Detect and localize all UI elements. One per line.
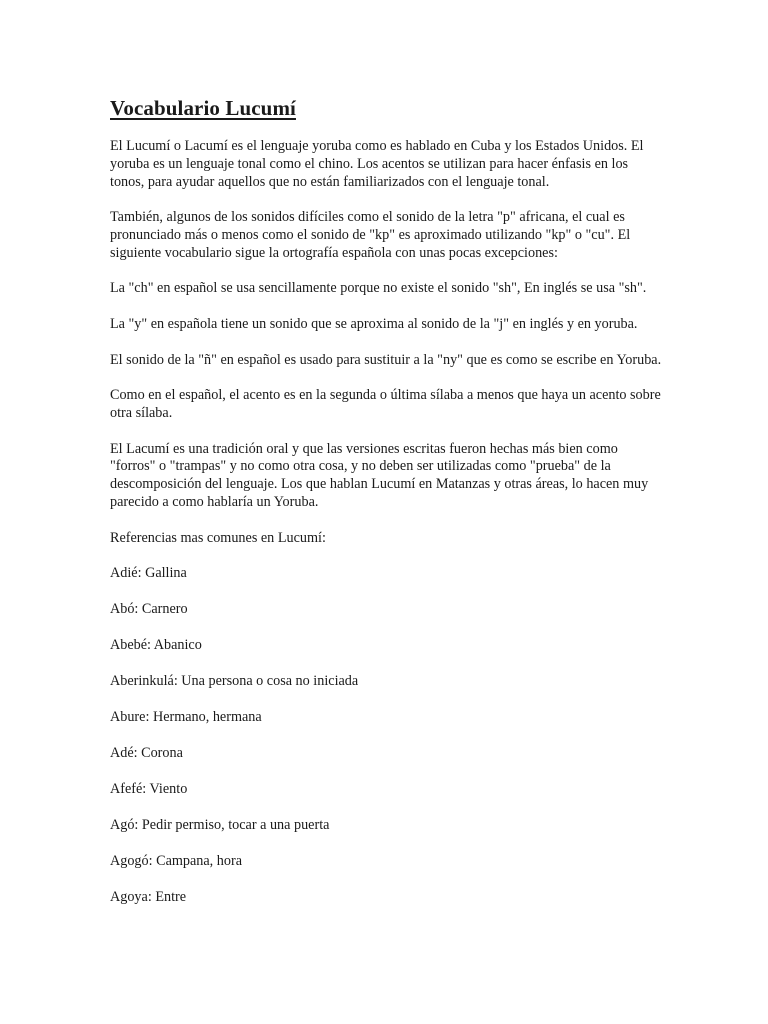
- vocabulary-entry: Abó: Carnero: [110, 601, 188, 618]
- vocabulary-entry: Abebé: Abanico: [110, 637, 202, 654]
- vocabulary-list: [110, 565, 662, 907]
- paragraph: Como en el español, el acento es en la segunda o última sílaba a menos que haya un acento sobre otra sílaba.: [110, 387, 661, 421]
- vocabulary-entry: Agó: Pedir permiso, tocar a una puerta: [110, 817, 330, 834]
- vocabulary-entry: Agogó: Campana, hora: [110, 853, 242, 869]
- intro-section: [110, 138, 662, 547]
- paragraph: También, algunos de los sonidos difíciles como el sonido de la letra "p" africana, el cual es pronunciado más o menos como el sonido de "kp" es aproximado utilizando "kp" o "cu". El siguiente vocabulario sigue la ortografía española con unas pocas excepciones:: [110, 209, 631, 261]
- vocabulary-entry: Agoya: Entre: [110, 888, 187, 905]
- vocabulary-entry: Adé: Corona: [110, 745, 183, 762]
- vocabulary-entry: Afefé: Viento: [110, 781, 188, 798]
- paragraph: El sonido de la "ñ" en español es usado para sustituir a la "ny" que es como se escribe en Yoruba.: [110, 351, 662, 368]
- vocabulary-entry: Abure: Hermano, hermana: [110, 709, 262, 726]
- vocabulary-entry: Aberinkulá: Una persona o cosa no iniciada: [110, 673, 359, 690]
- document-title: Vocabulario Lucumí: [110, 96, 296, 120]
- paragraph: El Lucumí o Lacumí es el lenguaje yoruba como es hablado en Cuba y los Estados Unidos. El yoruba es un lenguaje tonal como el chino. Los acentos se utilizan para hacer énfasis en los tonos, para ayudar aquellos que no están familiarizados con el lenguaje tonal.: [110, 138, 644, 190]
- vocabulary-entry: Adié: Gallina: [110, 565, 187, 582]
- paragraph: La "ch" en español se usa sencillamente porque no existe el sonido "sh", En inglés se usa "sh".: [110, 280, 647, 297]
- document-page: [110, 96, 662, 925]
- paragraph: El Lacumí es una tradición oral y que las versiones escritas fueron hechas más bien como "forros" o "trampas" y no como otra cosa, y no deben ser utilizadas como "prueba" de la descomposición del lenguaje. Los que hablan Lucumí en Matanzas y otras áreas, lo hacen muy parecido a como hablaría un Yoruba.: [110, 440, 649, 510]
- references-heading: Referencias mas comunes en Lucumí:: [110, 529, 326, 546]
- paragraph: La "y" en española tiene un sonido que se aproxima al sonido de la "j" en inglés y en yoruba.: [110, 315, 638, 332]
